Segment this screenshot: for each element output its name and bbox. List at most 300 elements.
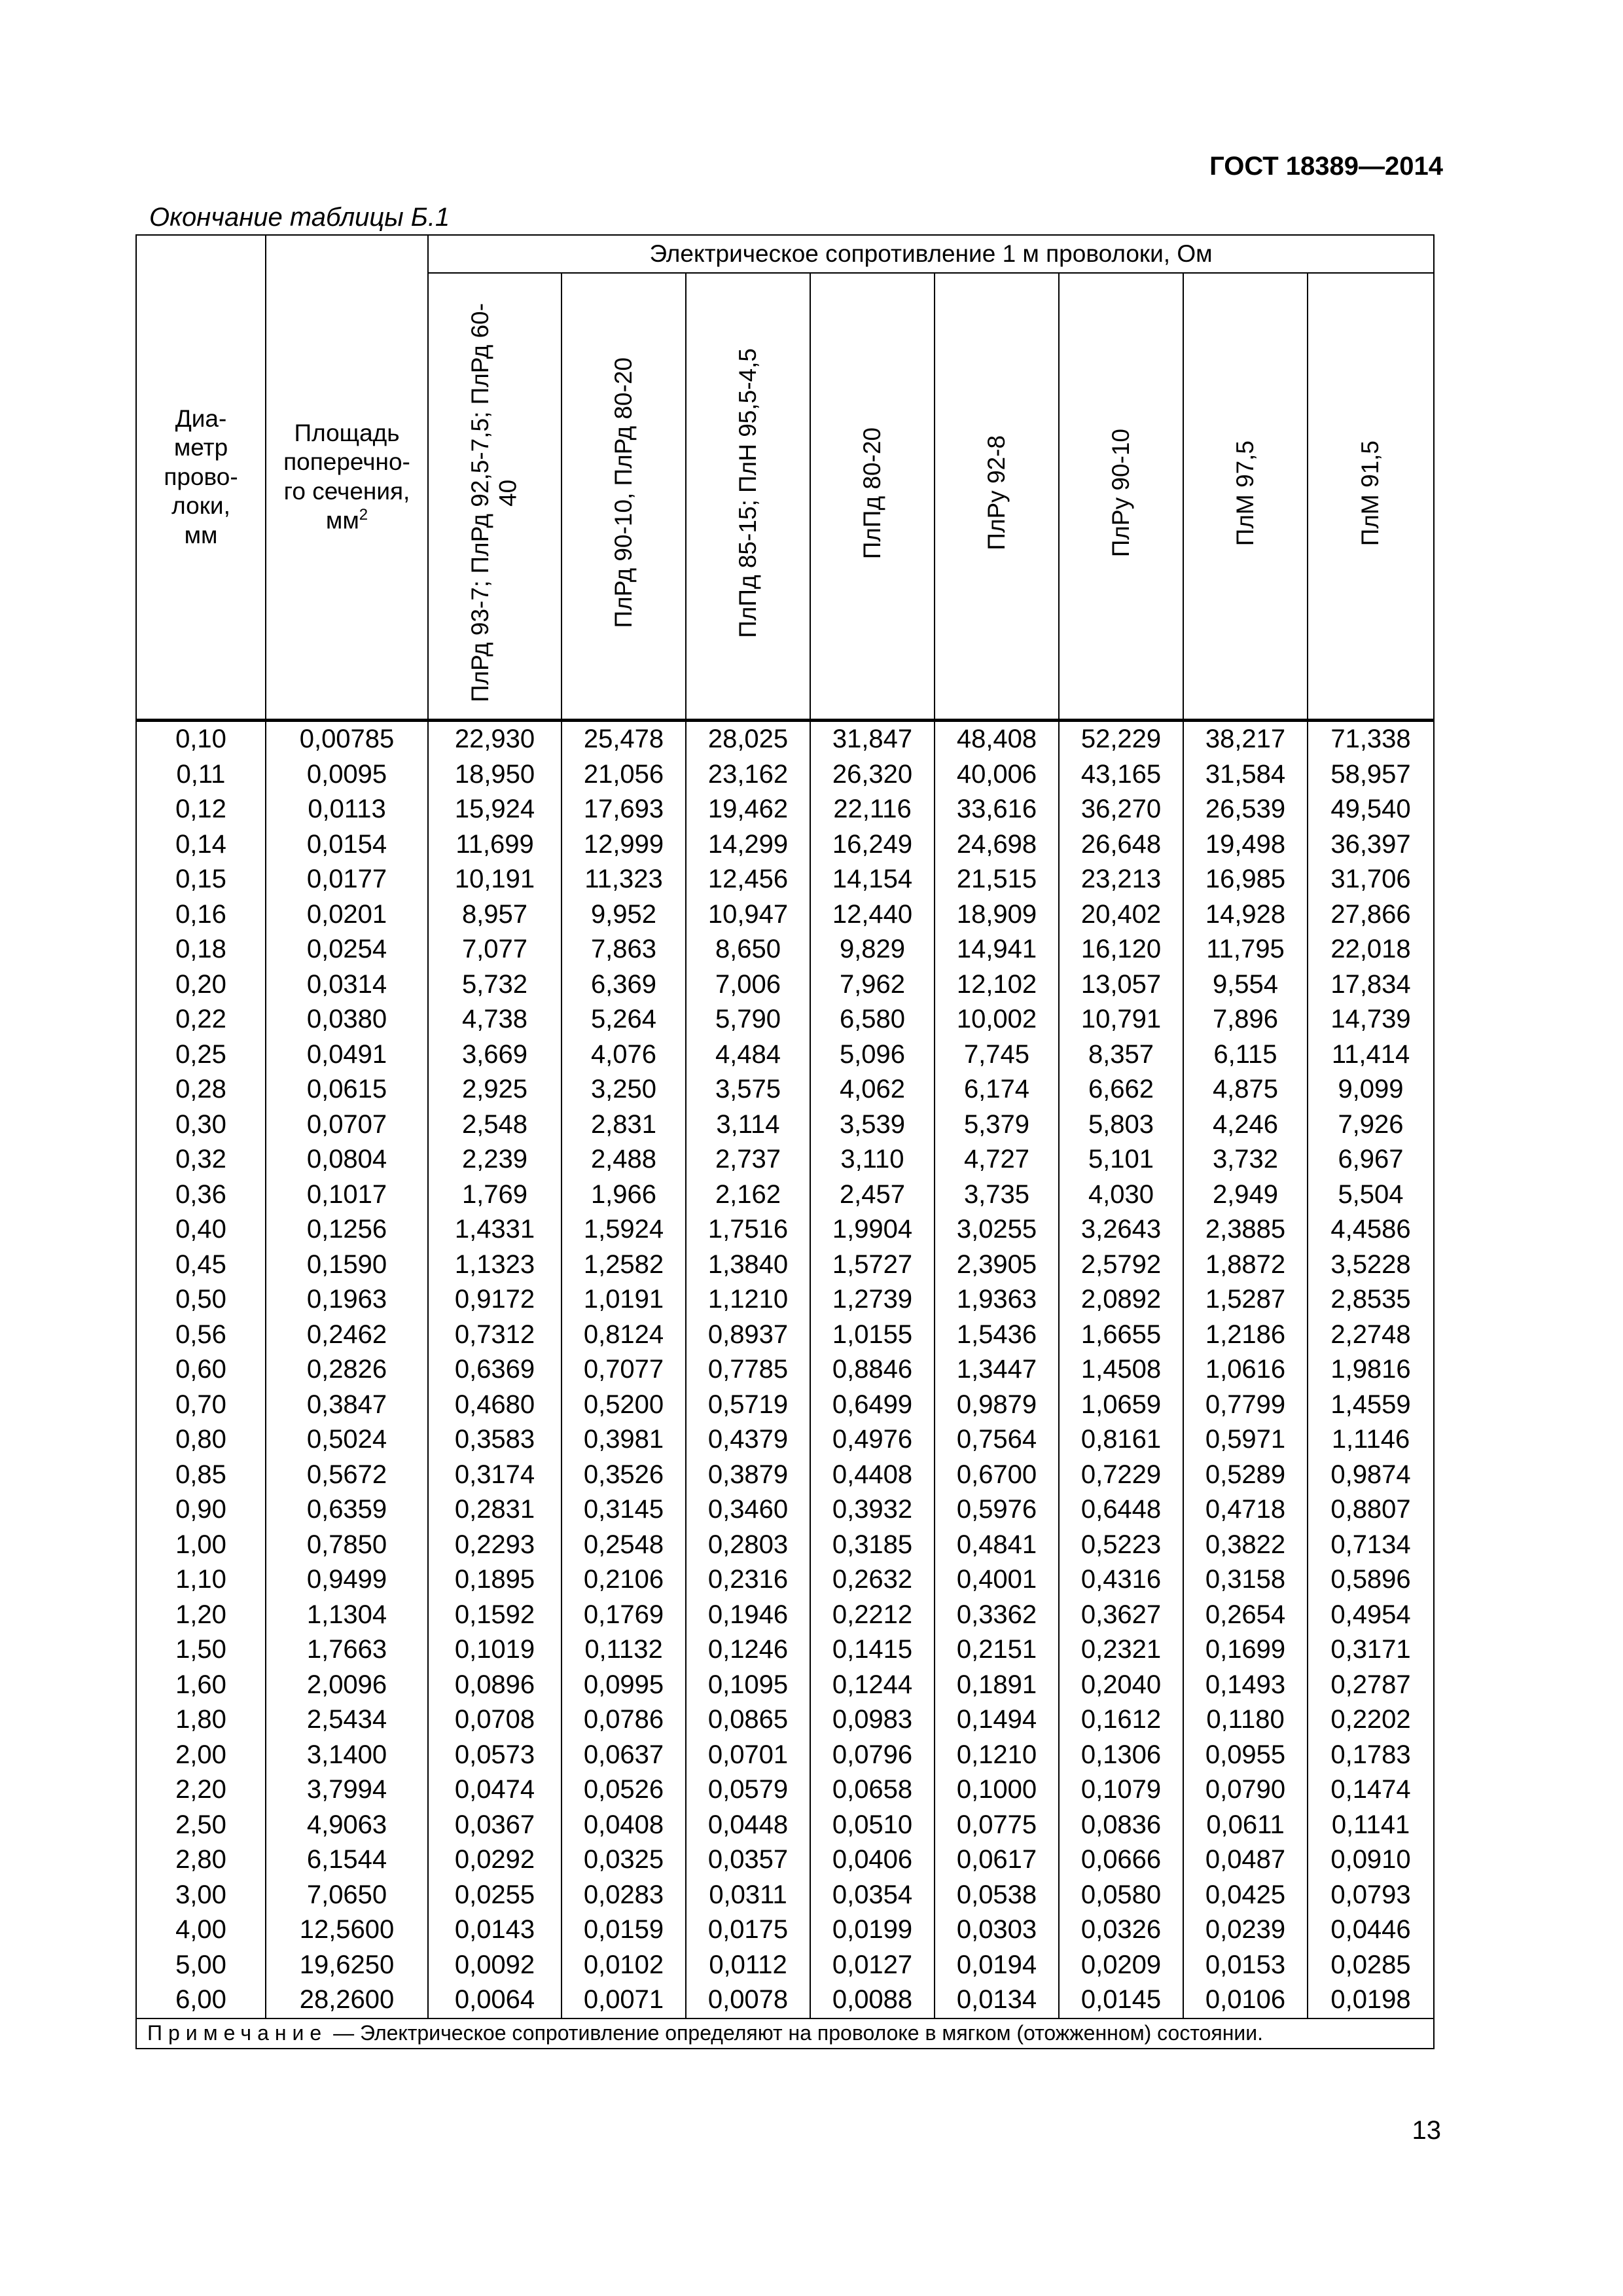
alloy-header: ПлМ 97,5: [1183, 273, 1308, 721]
table-cell: 9,554: [1183, 967, 1308, 1003]
table-cell: 2,239: [428, 1142, 562, 1177]
table-cell: 1,4508: [1059, 1352, 1183, 1388]
table-cell: 3,669: [428, 1037, 562, 1073]
table-cell: 0,1946: [686, 1598, 810, 1633]
table-cell: 0,9172: [428, 1282, 562, 1318]
table-cell: 0,2106: [562, 1562, 686, 1598]
table-row: [136, 1842, 1434, 1878]
header-area: [266, 235, 428, 721]
table-cell: 0,56: [136, 1318, 266, 1353]
table-cell: 4,246: [1183, 1107, 1308, 1143]
table-row: [136, 1107, 1434, 1143]
table-cell: 19,6250: [266, 1948, 428, 1983]
table-cell: 0,7799: [1183, 1388, 1308, 1423]
table-cell: 1,3447: [935, 1352, 1059, 1388]
table-cell: 2,925: [428, 1072, 562, 1107]
table-cell: 7,077: [428, 932, 562, 967]
table-cell: 0,0198: [1308, 1982, 1434, 2018]
table-cell: 5,790: [686, 1002, 810, 1037]
table-row: [136, 1982, 1434, 2018]
table-cell: 0,1210: [935, 1738, 1059, 1773]
table-cell: 1,1146: [1308, 1422, 1434, 1458]
table-cell: 14,928: [1183, 897, 1308, 933]
table-cell: 0,0708: [428, 1702, 562, 1738]
table-cell: 52,229: [1059, 722, 1183, 757]
table-cell: 10,191: [428, 862, 562, 897]
table-cell: 0,1306: [1059, 1738, 1183, 1773]
table-cell: 0,1783: [1308, 1738, 1434, 1773]
table-cell: 0,5976: [935, 1492, 1059, 1528]
table-cell: 0,0175: [686, 1912, 810, 1948]
table-cell: 4,875: [1183, 1072, 1308, 1107]
table-cell: 0,2151: [935, 1632, 1059, 1668]
table-cell: 0,0707: [266, 1107, 428, 1143]
table-cell: 5,732: [428, 967, 562, 1003]
table-cell: 0,5024: [266, 1422, 428, 1458]
table-cell: 0,1493: [1183, 1668, 1308, 1703]
table-cell: 0,1494: [935, 1702, 1059, 1738]
table-cell: 0,8846: [810, 1352, 935, 1388]
table-cell: 0,0611: [1183, 1808, 1308, 1843]
table-cell: 22,116: [810, 792, 935, 827]
table-cell: 14,154: [810, 862, 935, 897]
table-cell: 3,575: [686, 1072, 810, 1107]
table-cell: 23,162: [686, 757, 810, 793]
alloy-header: ПлРд 90-10, ПлРд 80-20: [562, 273, 686, 721]
table-cell: 0,0303: [935, 1912, 1059, 1948]
table-cell: 3,539: [810, 1107, 935, 1143]
table-cell: 23,213: [1059, 862, 1183, 897]
table-cell: 10,791: [1059, 1002, 1183, 1037]
table-cell: 1,2582: [562, 1247, 686, 1283]
table-cell: 0,0775: [935, 1808, 1059, 1843]
table-cell: 0,0254: [266, 932, 428, 967]
page-number: 13: [1412, 2116, 1441, 2145]
table-cell: 6,1544: [266, 1842, 428, 1878]
table-cell: 4,4586: [1308, 1212, 1434, 1247]
table-cell: 18,950: [428, 757, 562, 793]
table-cell: 10,947: [686, 897, 810, 933]
header-diameter-line: прово-: [164, 463, 238, 490]
table-cell: 5,379: [935, 1107, 1059, 1143]
table-cell: 2,3885: [1183, 1212, 1308, 1247]
table-cell: 0,4954: [1308, 1598, 1434, 1633]
table-cell: 0,32: [136, 1142, 266, 1177]
table-cell: 22,930: [428, 722, 562, 757]
table-cell: 0,1246: [686, 1632, 810, 1668]
table-cell: 0,9874: [1308, 1458, 1434, 1493]
header-diameter-line: мм: [184, 521, 218, 548]
table-cell: 4,076: [562, 1037, 686, 1073]
table-cell: 13,057: [1059, 967, 1183, 1003]
table-cell: 0,0239: [1183, 1912, 1308, 1948]
table-cell: 1,4331: [428, 1212, 562, 1247]
table-cell: 0,1699: [1183, 1632, 1308, 1668]
table-cell: 2,488: [562, 1142, 686, 1177]
table-cell: 1,4559: [1308, 1388, 1434, 1423]
table-cell: 0,5896: [1308, 1562, 1434, 1598]
table-row: [136, 1598, 1434, 1633]
table-cell: 0,0793: [1308, 1878, 1434, 1913]
table-cell: 0,2548: [562, 1528, 686, 1563]
table-cell: 48,408: [935, 722, 1059, 757]
table-cell: 2,0096: [266, 1668, 428, 1703]
table-row: [136, 1177, 1434, 1213]
table-cell: 0,0487: [1183, 1842, 1308, 1878]
superscript: 2: [359, 506, 368, 524]
table-cell: 12,440: [810, 897, 935, 933]
table-cell: 3,110: [810, 1142, 935, 1177]
table-cell: 36,397: [1308, 827, 1434, 863]
header-area-line: поперечно-: [283, 448, 410, 476]
table-cell: 0,0408: [562, 1808, 686, 1843]
table-row: [136, 897, 1434, 933]
table-cell: 2,831: [562, 1107, 686, 1143]
table-cell: 2,5434: [266, 1702, 428, 1738]
table-cell: 49,540: [1308, 792, 1434, 827]
table-cell: 0,0106: [1183, 1982, 1308, 2018]
table-cell: 0,20: [136, 967, 266, 1003]
table-cell: 24,698: [935, 827, 1059, 863]
table-cell: 0,0325: [562, 1842, 686, 1878]
table-cell: 11,414: [1308, 1037, 1434, 1073]
table-cell: 0,0425: [1183, 1878, 1308, 1913]
table-cell: 0,3145: [562, 1492, 686, 1528]
table-cell: 5,803: [1059, 1107, 1183, 1143]
table-row: [136, 1247, 1434, 1283]
table-cell: 0,0357: [686, 1842, 810, 1878]
header-diameter-line: локи,: [171, 492, 230, 520]
table-cell: 0,0154: [266, 827, 428, 863]
table-cell: 1,1304: [266, 1598, 428, 1633]
table-cell: 7,896: [1183, 1002, 1308, 1037]
table-cell: 16,249: [810, 827, 935, 863]
table-cell: 0,1019: [428, 1632, 562, 1668]
table-cell: 6,115: [1183, 1037, 1308, 1073]
table-cell: 1,9904: [810, 1212, 935, 1247]
table-cell: 0,4841: [935, 1528, 1059, 1563]
table-cell: 0,0143: [428, 1912, 562, 1948]
table-cell: 0,70: [136, 1388, 266, 1423]
table-cell: 0,7785: [686, 1352, 810, 1388]
note-label: Примечание: [147, 2021, 328, 2045]
table-row: [136, 1668, 1434, 1703]
table-cell: 0,1769: [562, 1598, 686, 1633]
table-cell: 26,539: [1183, 792, 1308, 827]
table-cell: 0,11: [136, 757, 266, 793]
table-row: [136, 1458, 1434, 1493]
table-cell: 3,732: [1183, 1142, 1308, 1177]
table-cell: 0,2202: [1308, 1702, 1434, 1738]
table-cell: 0,0283: [562, 1878, 686, 1913]
table-cell: 0,28: [136, 1072, 266, 1107]
table-cell: 1,80: [136, 1702, 266, 1738]
table-cell: 0,6700: [935, 1458, 1059, 1493]
table-cell: 0,45: [136, 1247, 266, 1283]
table-cell: 31,584: [1183, 757, 1308, 793]
table-cell: 16,985: [1183, 862, 1308, 897]
table-cell: 71,338: [1308, 722, 1434, 757]
table-cell: 0,0092: [428, 1948, 562, 1983]
table-cell: 7,926: [1308, 1107, 1434, 1143]
table-cell: 28,2600: [266, 1982, 428, 2018]
table-cell: 0,4718: [1183, 1492, 1308, 1528]
table-cell: 0,4001: [935, 1562, 1059, 1598]
table-cell: 1,5287: [1183, 1282, 1308, 1318]
table-cell: 0,0177: [266, 862, 428, 897]
table-cell: 0,1095: [686, 1668, 810, 1703]
table-cell: 0,30: [136, 1107, 266, 1143]
table-caption: Окончание таблицы Б.1: [149, 203, 450, 232]
table-cell: 0,0666: [1059, 1842, 1183, 1878]
table-cell: 0,90: [136, 1492, 266, 1528]
table-cell: 0,0095: [266, 757, 428, 793]
table-cell: 0,0127: [810, 1948, 935, 1983]
table-row: [136, 1388, 1434, 1423]
table-cell: 0,3981: [562, 1422, 686, 1458]
table-cell: 1,50: [136, 1632, 266, 1668]
table-cell: 0,8937: [686, 1318, 810, 1353]
table-row: [136, 1422, 1434, 1458]
table-cell: 0,1590: [266, 1247, 428, 1283]
table-cell: 26,648: [1059, 827, 1183, 863]
table-cell: 2,00: [136, 1738, 266, 1773]
table-cell: 0,0292: [428, 1842, 562, 1878]
table-cell: 0,0955: [1183, 1738, 1308, 1773]
table-cell: 0,0579: [686, 1772, 810, 1808]
table-cell: 0,0701: [686, 1738, 810, 1773]
table-cell: 0,0910: [1308, 1842, 1434, 1878]
table-cell: 0,16: [136, 897, 266, 933]
table-cell: 0,0380: [266, 1002, 428, 1037]
table-cell: 14,739: [1308, 1002, 1434, 1037]
table-cell: 0,1017: [266, 1177, 428, 1213]
table-cell: 1,7663: [266, 1632, 428, 1668]
table-row: [136, 1352, 1434, 1388]
table-cell: 0,00785: [266, 722, 428, 757]
table-cell: 0,0209: [1059, 1948, 1183, 1983]
table-cell: 0,1180: [1183, 1702, 1308, 1738]
table-cell: 10,002: [935, 1002, 1059, 1037]
table-row: [136, 827, 1434, 863]
table-row: [136, 967, 1434, 1003]
table-cell: 0,0786: [562, 1702, 686, 1738]
table-cell: 26,320: [810, 757, 935, 793]
table-cell: 1,0155: [810, 1318, 935, 1353]
table-cell: 11,323: [562, 862, 686, 897]
table-cell: 0,1474: [1308, 1772, 1434, 1808]
header-diameter-line: Диа-: [175, 405, 227, 433]
table-cell: 1,769: [428, 1177, 562, 1213]
alloy-header: ПлПд 80-20: [810, 273, 935, 721]
table-cell: 0,0491: [266, 1037, 428, 1073]
table-cell: 0,0354: [810, 1878, 935, 1913]
table-cell: 0,0658: [810, 1772, 935, 1808]
table-cell: 0,3362: [935, 1598, 1059, 1633]
table-row: [136, 1072, 1434, 1107]
table-cell: 0,1895: [428, 1562, 562, 1598]
table-cell: 0,1000: [935, 1772, 1059, 1808]
table-cell: 0,36: [136, 1177, 266, 1213]
table-cell: 0,7850: [266, 1528, 428, 1563]
table-cell: 6,369: [562, 967, 686, 1003]
table-cell: 9,099: [1308, 1072, 1434, 1107]
table-cell: 5,096: [810, 1037, 935, 1073]
table-cell: 0,1612: [1059, 1702, 1183, 1738]
table-cell: 25,478: [562, 722, 686, 757]
table-cell: 0,7564: [935, 1422, 1059, 1458]
table-cell: 22,018: [1308, 932, 1434, 967]
table-cell: 0,22: [136, 1002, 266, 1037]
table-cell: 0,25: [136, 1037, 266, 1073]
table-cell: 0,9879: [935, 1388, 1059, 1423]
table-cell: 0,9499: [266, 1562, 428, 1598]
table-cell: 4,727: [935, 1142, 1059, 1177]
table-cell: 1,9363: [935, 1282, 1059, 1318]
header-area-line: $мм^2$: [325, 506, 368, 534]
table-cell: 0,0526: [562, 1772, 686, 1808]
table-cell: 3,114: [686, 1107, 810, 1143]
table-cell: 0,0983: [810, 1702, 935, 1738]
alloy-header-line: 40: [495, 479, 522, 507]
table-cell: 0,7077: [562, 1352, 686, 1388]
table-cell: 0,1141: [1308, 1808, 1434, 1843]
table-row: [136, 1632, 1434, 1668]
table-cell: 4,030: [1059, 1177, 1183, 1213]
table-cell: 12,456: [686, 862, 810, 897]
table-cell: 0,1592: [428, 1598, 562, 1633]
table-cell: 18,909: [935, 897, 1059, 933]
table-cell: 0,0790: [1183, 1772, 1308, 1808]
table-cell: 0,4316: [1059, 1562, 1183, 1598]
table-cell: 14,299: [686, 827, 810, 863]
table-cell: 1,8872: [1183, 1247, 1308, 1283]
table-cell: 1,20: [136, 1598, 266, 1633]
table-cell: 0,80: [136, 1422, 266, 1458]
table-cell: 4,00: [136, 1912, 266, 1948]
table-cell: 0,2316: [686, 1562, 810, 1598]
table-row: [136, 932, 1434, 967]
table-cell: 0,6499: [810, 1388, 935, 1423]
table-cell: 0,8124: [562, 1318, 686, 1353]
table-cell: 3,735: [935, 1177, 1059, 1213]
table-cell: 1,1210: [686, 1282, 810, 1318]
table-cell: 0,0071: [562, 1982, 686, 2018]
header-diameter-line: метр: [173, 434, 228, 461]
table-row: [136, 862, 1434, 897]
table-cell: 0,0474: [428, 1772, 562, 1808]
table-cell: 4,484: [686, 1037, 810, 1073]
table-cell: 0,3460: [686, 1492, 810, 1528]
table-cell: 9,952: [562, 897, 686, 933]
table-cell: 0,50: [136, 1282, 266, 1318]
table-cell: 19,498: [1183, 827, 1308, 863]
table-cell: 0,5719: [686, 1388, 810, 1423]
table-cell: 17,834: [1308, 967, 1434, 1003]
table-cell: 8,957: [428, 897, 562, 933]
table-cell: 0,0573: [428, 1738, 562, 1773]
table-cell: 0,3932: [810, 1492, 935, 1528]
table-cell: 0,4379: [686, 1422, 810, 1458]
table-row: [136, 1282, 1434, 1318]
table-cell: 0,1963: [266, 1282, 428, 1318]
table-cell: 0,5971: [1183, 1422, 1308, 1458]
table-cell: 0,4976: [810, 1422, 935, 1458]
table-cell: 2,50: [136, 1808, 266, 1843]
table-cell: 7,962: [810, 967, 935, 1003]
table-cell: 0,15: [136, 862, 266, 897]
table-cell: 0,0153: [1183, 1948, 1308, 1983]
table-cell: 7,745: [935, 1037, 1059, 1073]
header-area-line: Площадь: [294, 420, 400, 447]
table-cell: 0,14: [136, 827, 266, 863]
table-cell: 0,0367: [428, 1808, 562, 1843]
table-row: [136, 792, 1434, 827]
table-cell: 0,0406: [810, 1842, 935, 1878]
table-row: [136, 757, 1434, 793]
table-cell: 6,967: [1308, 1142, 1434, 1177]
table-cell: 0,0896: [428, 1668, 562, 1703]
header-diameter: [136, 235, 266, 721]
table-cell: 0,3158: [1183, 1562, 1308, 1598]
table-cell: 0,1079: [1059, 1772, 1183, 1808]
table-cell: 0,18: [136, 932, 266, 967]
table-cell: 0,0255: [428, 1878, 562, 1913]
table-cell: 0,7312: [428, 1318, 562, 1353]
table-cell: 1,966: [562, 1177, 686, 1213]
table-cell: 5,00: [136, 1948, 266, 1983]
table-cell: 1,60: [136, 1668, 266, 1703]
table-cell: 0,0995: [562, 1668, 686, 1703]
table-cell: 31,847: [810, 722, 935, 757]
table-cell: 12,5600: [266, 1912, 428, 1948]
table-cell: 0,2654: [1183, 1598, 1308, 1633]
table-cell: 0,3174: [428, 1458, 562, 1493]
table-cell: 15,924: [428, 792, 562, 827]
table-cell: 0,0796: [810, 1738, 935, 1773]
table-cell: 0,2803: [686, 1528, 810, 1563]
table-cell: 0,0159: [562, 1912, 686, 1948]
table-cell: 1,2186: [1183, 1318, 1308, 1353]
table-cell: 0,0580: [1059, 1878, 1183, 1913]
table-cell: 58,957: [1308, 757, 1434, 793]
table-cell: 1,7516: [686, 1212, 810, 1247]
table-cell: 0,0446: [1308, 1912, 1434, 1948]
table-cell: 0,3822: [1183, 1528, 1308, 1563]
table-cell: 2,3905: [935, 1247, 1059, 1283]
table-cell: 0,0448: [686, 1808, 810, 1843]
table-cell: 0,0285: [1308, 1948, 1434, 1983]
table-cell: 2,8535: [1308, 1282, 1434, 1318]
table-cell: 12,999: [562, 827, 686, 863]
table-cell: 0,0865: [686, 1702, 810, 1738]
table-cell: 0,1132: [562, 1632, 686, 1668]
table-cell: 0,5223: [1059, 1528, 1183, 1563]
table-cell: 0,3185: [810, 1528, 935, 1563]
table-row: [136, 1948, 1434, 1983]
table-cell: 0,12: [136, 792, 266, 827]
table-cell: 38,217: [1183, 722, 1308, 757]
table-cell: 0,3171: [1308, 1632, 1434, 1668]
table-row: [136, 1492, 1434, 1528]
table-cell: 0,0836: [1059, 1808, 1183, 1843]
table-cell: 6,00: [136, 1982, 266, 2018]
table-cell: 0,2293: [428, 1528, 562, 1563]
table-row: [136, 1702, 1434, 1738]
table-cell: 0,0199: [810, 1912, 935, 1948]
table-cell: 0,2040: [1059, 1668, 1183, 1703]
table-cell: 0,0078: [686, 1982, 810, 2018]
